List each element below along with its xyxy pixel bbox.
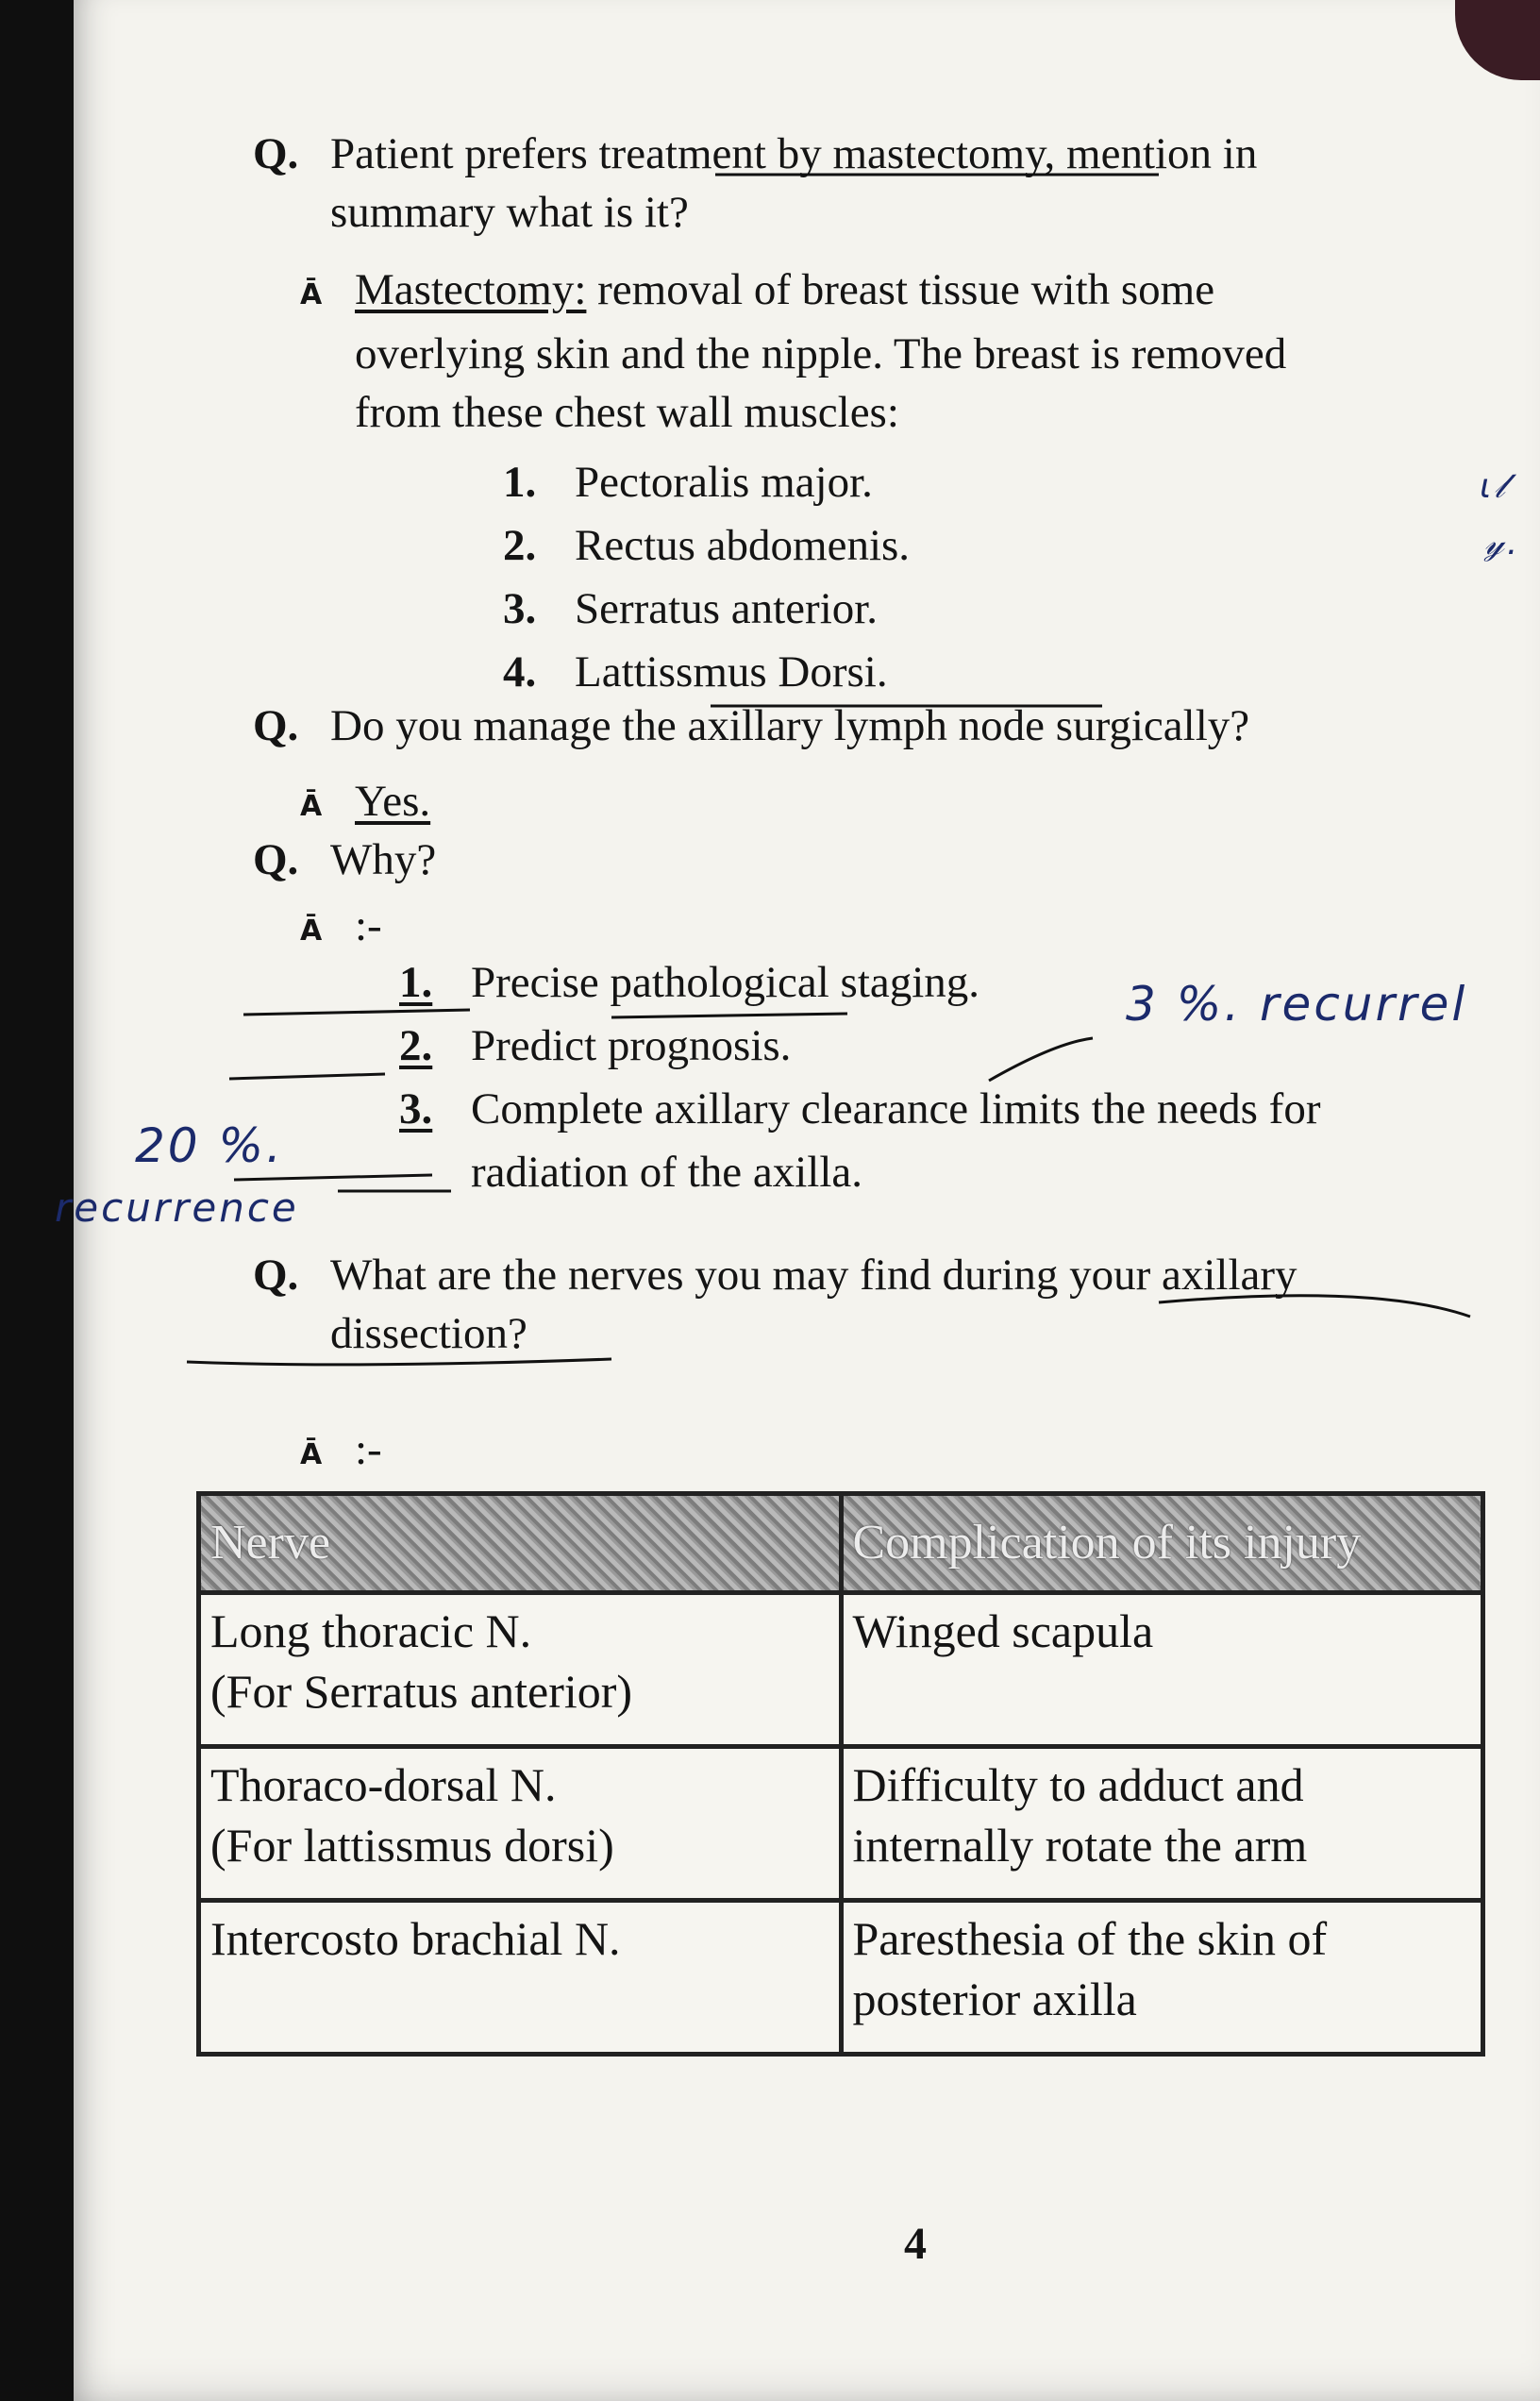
list-item: 2. Predict prognosis. <box>399 1021 792 1070</box>
list-item: 2. Rectus abdomenis. <box>503 521 911 570</box>
answer-marker: Ā <box>300 790 323 823</box>
list-item: 3. Serratus anterior. <box>503 584 879 633</box>
handwritten-margin-mark: 𝓎. <box>1484 524 1521 562</box>
question-text-cont: dissection? <box>330 1309 527 1358</box>
question-text-cont: summary what is it? <box>330 188 689 237</box>
answer-marker: Ā <box>300 278 323 311</box>
answer-2 <box>300 772 430 836</box>
question-marker: Q. <box>253 701 299 750</box>
answer-text-line3: from these chest wall muscles: <box>355 388 899 437</box>
question-3 <box>253 831 436 889</box>
answer-term: Mastectomy: <box>355 265 587 314</box>
question-1 <box>253 125 1517 242</box>
table-cell-nerve: Intercosto brachial N. <box>199 1901 842 2055</box>
handwritten-note-pct-20: 20 %. <box>135 1118 284 1173</box>
table-cell-complication: Difficulty to adduct and internally rotate the arm <box>841 1747 1483 1901</box>
nerve-table <box>196 1491 1485 2057</box>
list-item: 4. Lattissmus Dorsi. <box>503 647 888 697</box>
answer-marker: Ā <box>300 915 323 948</box>
question-marker: Q. <box>253 129 299 178</box>
answer-1 <box>300 260 1517 442</box>
answer-suffix: :- <box>355 901 382 950</box>
list-item: 3. Complete axillary clearance limits the needs for <box>399 1084 1321 1133</box>
table-cell-complication: Winged scapula <box>841 1593 1483 1747</box>
question-4 <box>253 1246 1517 1363</box>
table-cell-complication: Paresthesia of the skin of posterior axilla <box>841 1901 1483 2055</box>
question-text: Patient prefers treatment by mastectomy, mention in <box>330 129 1258 178</box>
table-header-row <box>199 1494 1483 1593</box>
column-header-nerve: Nerve <box>199 1494 842 1593</box>
answer-3 <box>300 897 382 961</box>
answer-text: Yes. <box>355 777 431 826</box>
column-header-complication: Complication of its injury <box>841 1494 1483 1593</box>
list-item: 1. Precise pathological staging. <box>399 958 980 1007</box>
table-row <box>199 1593 1483 1747</box>
table-cell-nerve: Long thoracic N. (For Serratus anterior) <box>199 1593 842 1747</box>
table-cell-nerve: Thoraco-dorsal N. (For lattissmus dorsi) <box>199 1747 842 1901</box>
answer-text-line2: overlying skin and the nipple. The breast is removed <box>355 329 1287 378</box>
answer-suffix: :- <box>355 1425 382 1474</box>
pen-underline <box>229 1074 385 1079</box>
handwritten-note-recurrence-3: 3 %. recurrel <box>1126 977 1468 1032</box>
question-text: Do you manage the axillary lymph node surgically? <box>330 701 1250 750</box>
muscle-list <box>503 451 910 704</box>
table-row <box>199 1901 1483 2055</box>
question-2 <box>253 697 1517 755</box>
question-text: Why? <box>330 835 437 884</box>
document-page <box>55 0 1540 2401</box>
list-item-cont: radiation of the axilla. <box>471 1148 863 1197</box>
page-number: 4 <box>904 2219 927 2269</box>
table-row <box>199 1747 1483 1901</box>
question-marker: Q. <box>253 835 299 884</box>
answer-4 <box>300 1420 382 1485</box>
answer-text: removal of breast tissue with some <box>597 265 1215 314</box>
answer-marker: Ā <box>300 1438 323 1471</box>
question-text: What are the nerves you may find during your axillary <box>330 1251 1297 1300</box>
handwritten-note-recurrence: recurrence <box>55 1184 299 1231</box>
list-item: 1. Pectoralis major. <box>503 458 873 507</box>
question-marker: Q. <box>253 1251 299 1300</box>
page-corner-shadow <box>1455 0 1540 80</box>
handwritten-margin-mark: ι𝓁 <box>1480 467 1509 506</box>
